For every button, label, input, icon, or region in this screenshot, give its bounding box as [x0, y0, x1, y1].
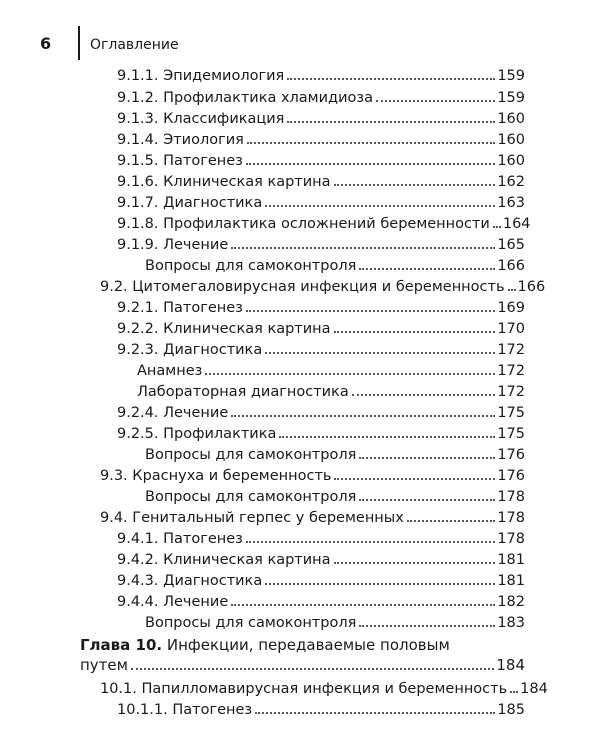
toc-entry-title: Вопросы для самоконтроля — [145, 447, 357, 463]
toc-entry[interactable] — [100, 508, 525, 528]
toc-entry-page: 181 — [497, 573, 525, 589]
toc-entry-page: 178 — [497, 510, 525, 526]
toc-entry-title: 9.1.2. Профилактика хламидиоза — [117, 90, 373, 106]
toc-entry-title: 10.1.1. Патогенез — [117, 702, 253, 718]
toc-entry-title: Анамнез — [137, 363, 203, 379]
toc-entry-title: 9.4.4. Лечение — [117, 594, 229, 610]
toc-entry-title: Вопросы для самоконтроля — [145, 258, 357, 274]
toc-entry-title: 9.4.2. Клиническая картина — [117, 552, 331, 568]
toc-entry-page: 172 — [497, 363, 525, 379]
toc-entry[interactable] — [117, 529, 525, 549]
toc-entry-page: 166 — [517, 279, 546, 295]
toc-entry[interactable] — [137, 361, 525, 381]
toc-entry[interactable] — [117, 66, 525, 86]
toc-entry-title: 9.2.5. Профилактика — [117, 426, 277, 442]
chapter-title-line1: Инфекции, передаваемые половым — [166, 636, 450, 654]
toc-entry[interactable] — [117, 298, 525, 318]
dot-leader — [407, 520, 496, 522]
dot-leader — [246, 163, 495, 165]
dot-leader — [334, 184, 496, 186]
toc-entry[interactable] — [100, 466, 525, 486]
toc-entry-title: 9.1.8. Профилактика осложнений беременности — [117, 216, 490, 232]
toc-entry-page: 172 — [497, 342, 525, 358]
toc-entry[interactable] — [117, 109, 525, 129]
page-number: 6 — [40, 34, 52, 53]
dot-leader — [287, 121, 495, 123]
dot-leader — [359, 457, 495, 459]
toc-entry-page: 160 — [497, 132, 525, 148]
toc-entry-page: 159 — [497, 68, 525, 84]
toc-entry-title: 9.1.7. Диагностика — [117, 195, 263, 211]
toc-entry-title: 9.1.5. Патогенез — [117, 153, 243, 169]
toc-entry-title: 9.1.1. Эпидемиология — [117, 68, 285, 84]
toc-entry-title: 9.1.3. Классификация — [117, 111, 285, 127]
dot-leader — [205, 373, 495, 375]
toc-entry[interactable] — [117, 700, 525, 720]
toc-entry[interactable] — [117, 340, 525, 360]
toc-entry-title: 9.1.9. Лечение — [117, 237, 229, 253]
toc-entry-title: 9.2.2. Клиническая картина — [117, 321, 331, 337]
toc-entry-title: 9.3. Краснуха и беременность — [100, 468, 332, 484]
toc-entry-page: 165 — [497, 237, 525, 253]
toc-entry-title: 9.2.1. Патогенез — [117, 300, 243, 316]
toc-entry[interactable] — [100, 679, 548, 699]
dot-leader — [359, 268, 495, 270]
dot-leader — [334, 478, 495, 480]
toc-entry-page: 170 — [497, 321, 525, 337]
toc-entry[interactable] — [117, 88, 525, 108]
toc-entry-title: 9.1.4. Этиология — [117, 132, 244, 148]
toc-entry-page: 178 — [497, 531, 525, 547]
dot-leader — [247, 142, 495, 144]
toc-entry-title: 9.2.3. Диагностика — [117, 342, 263, 358]
dot-leader — [131, 668, 494, 670]
running-title: Оглавление — [90, 37, 179, 53]
toc-entry[interactable] — [117, 403, 525, 423]
toc-entry-title: 9.4. Генитальный герпес у беременных — [100, 510, 404, 526]
dot-leader — [508, 289, 516, 291]
toc-entry-page: 185 — [497, 702, 525, 718]
toc-entry[interactable] — [117, 130, 525, 150]
dot-leader — [334, 562, 496, 564]
toc-entry-page: 160 — [497, 111, 525, 127]
toc-entry[interactable] — [117, 319, 525, 339]
toc-entry[interactable] — [117, 151, 525, 171]
dot-leader — [265, 352, 495, 354]
toc-entry-title: 9.4.3. Диагностика — [117, 573, 263, 589]
toc-entry-page: 176 — [497, 468, 525, 484]
toc-entry-page: 162 — [497, 174, 525, 190]
toc-entry[interactable] — [145, 613, 525, 633]
toc-entry-page: 172 — [497, 384, 525, 400]
dot-leader — [359, 625, 495, 627]
toc-entry-title: 9.1.6. Клиническая картина — [117, 174, 331, 190]
dot-leader — [231, 415, 495, 417]
dot-leader — [255, 712, 495, 714]
toc-entry-page: 166 — [497, 258, 525, 274]
dot-leader — [510, 691, 518, 693]
toc-entry-page: 159 — [497, 90, 525, 106]
dot-leader — [279, 436, 495, 438]
dot-leader — [376, 100, 495, 102]
toc-entry-title: 9.2. Цитомегаловирусная инфекция и беременность — [100, 279, 505, 295]
toc-entry-page: 183 — [497, 615, 525, 631]
toc-entry-title: 9.4.1. Патогенез — [117, 531, 243, 547]
dot-leader — [231, 604, 495, 606]
toc-entry[interactable] — [145, 256, 525, 276]
toc-entry-page: 169 — [497, 300, 525, 316]
toc-entry[interactable] — [117, 193, 525, 213]
toc-entry-page: 163 — [497, 195, 525, 211]
dot-leader — [352, 394, 496, 396]
toc-entry-title: Вопросы для самоконтроля — [145, 615, 357, 631]
header-rule — [78, 26, 80, 60]
toc-entry[interactable] — [145, 487, 525, 507]
toc-entry-page: 175 — [497, 426, 525, 442]
dot-leader — [246, 310, 495, 312]
toc-entry[interactable] — [145, 445, 525, 465]
dot-leader — [493, 226, 501, 228]
chapter-heading[interactable] — [80, 635, 525, 675]
toc-entry[interactable] — [117, 172, 525, 192]
toc-entry-page: 182 — [497, 594, 525, 610]
dot-leader — [265, 583, 495, 585]
toc-entry-page: 160 — [497, 153, 525, 169]
toc-entry-page: 164 — [502, 216, 531, 232]
toc-entry-page: 181 — [497, 552, 525, 568]
dot-leader — [231, 247, 495, 249]
toc-entry[interactable] — [117, 571, 525, 591]
toc-entry-page: 175 — [497, 405, 525, 421]
chapter-label: Глава 10. — [80, 636, 163, 654]
toc-entry[interactable] — [117, 214, 531, 234]
chapter-title-line2: путем — [80, 656, 128, 674]
toc-entry[interactable] — [117, 424, 525, 444]
dot-leader — [334, 331, 496, 333]
dot-leader — [359, 499, 495, 501]
toc-entry-title: 9.2.4. Лечение — [117, 405, 229, 421]
toc-entry-page: 178 — [497, 489, 525, 505]
toc-entry[interactable] — [100, 277, 546, 297]
toc-entry[interactable] — [117, 592, 525, 612]
toc-entry[interactable] — [137, 382, 525, 402]
toc-entry[interactable] — [117, 550, 525, 570]
toc-entry-page: 176 — [497, 447, 525, 463]
toc-entry-title: 10.1. Папилломавирусная инфекция и беременность — [100, 681, 508, 697]
toc-entry-page: 184 — [520, 681, 548, 697]
toc-entry[interactable] — [117, 235, 525, 255]
dot-leader — [287, 78, 495, 80]
chapter-page: 184 — [496, 656, 525, 674]
toc-entry-title: Вопросы для самоконтроля — [145, 489, 357, 505]
toc-entry-title: Лабораторная диагностика — [137, 384, 349, 400]
dot-leader — [265, 205, 495, 207]
dot-leader — [246, 541, 495, 543]
